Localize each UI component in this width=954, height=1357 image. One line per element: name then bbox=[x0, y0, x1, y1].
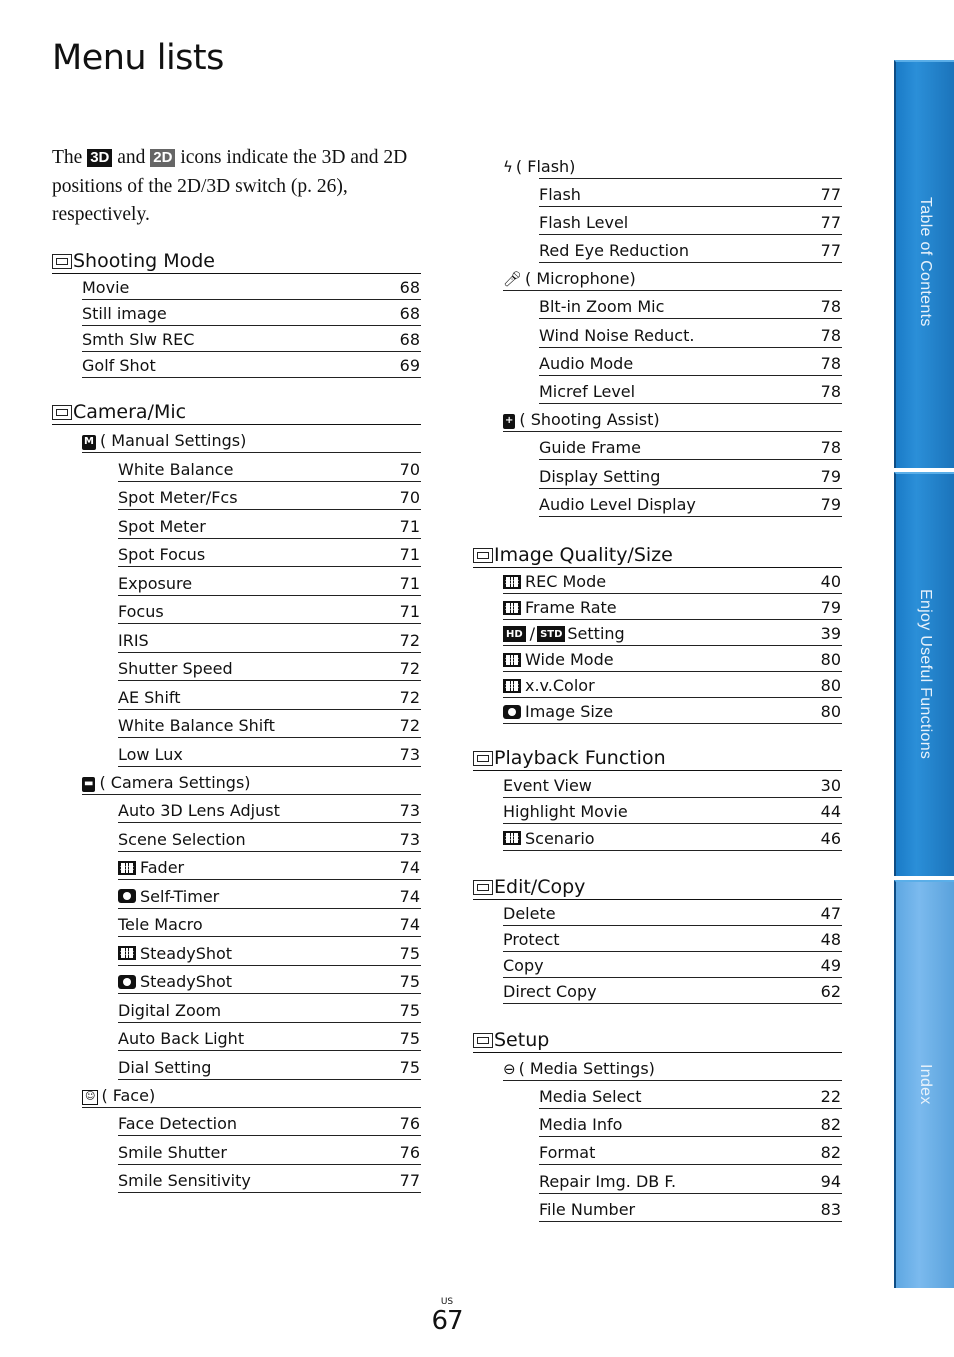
menu-item-page: 73 bbox=[399, 829, 420, 849]
menu-item-page: 68 bbox=[399, 330, 420, 349]
menu-item-label: IRIS bbox=[118, 630, 149, 650]
menu-item[interactable] bbox=[118, 510, 421, 539]
menu-item[interactable] bbox=[118, 1051, 421, 1080]
menu-item[interactable] bbox=[503, 926, 842, 952]
shooting-mode-icon bbox=[52, 254, 72, 269]
menu-item-page: 46 bbox=[820, 828, 841, 848]
menu-item-page: 71 bbox=[399, 573, 420, 593]
menu-item-page: 75 bbox=[399, 1000, 420, 1020]
movie-icon bbox=[118, 861, 136, 875]
menu-item[interactable] bbox=[503, 698, 842, 724]
menu-item-page: 70 bbox=[399, 488, 420, 507]
menu-item-page: 49 bbox=[820, 955, 841, 975]
menu-item-page: 62 bbox=[820, 981, 841, 1001]
menu-item-label: Auto 3D Lens Adjust bbox=[118, 801, 280, 820]
menu-item[interactable] bbox=[118, 624, 421, 653]
hd-icon: HD bbox=[503, 626, 526, 642]
menu-item-label: Protect bbox=[503, 929, 560, 949]
menu-item[interactable] bbox=[539, 291, 842, 319]
menu-item[interactable] bbox=[118, 852, 421, 881]
menu-item[interactable] bbox=[118, 710, 421, 739]
microphone-icon: 🎤︎ bbox=[503, 270, 523, 288]
menu-item[interactable] bbox=[118, 1165, 421, 1194]
subheading-camera-settings[interactable]: ▬ ( Camera Settings) bbox=[82, 767, 421, 795]
menu-item-page: 75 bbox=[399, 972, 420, 991]
menu-item-page: 72 bbox=[399, 716, 420, 735]
left-column bbox=[52, 245, 421, 1193]
menu-item-label: SteadyShot bbox=[118, 972, 232, 991]
menu-item-label: Guide Frame bbox=[539, 438, 641, 458]
menu-item-label: Digital Zoom bbox=[118, 1000, 222, 1020]
menu-item-page: 68 bbox=[399, 278, 420, 297]
menu-item-page: 71 bbox=[399, 602, 420, 621]
menu-item[interactable] bbox=[118, 795, 421, 824]
menu-item-page: 76 bbox=[399, 1114, 420, 1133]
menu-item-page: 69 bbox=[399, 356, 420, 375]
section-heading-playback[interactable]: Playback Function bbox=[473, 742, 842, 771]
menu-item[interactable] bbox=[82, 326, 421, 352]
photo-icon bbox=[118, 975, 136, 989]
menu-item-label: SteadyShot bbox=[118, 944, 232, 963]
menu-item[interactable] bbox=[539, 376, 842, 404]
menu-item-label: Smile Sensitivity bbox=[118, 1171, 251, 1190]
menu-item[interactable] bbox=[82, 274, 421, 300]
menu-item-page: 83 bbox=[820, 1200, 841, 1220]
section-heading-setup[interactable]: Setup bbox=[473, 1024, 842, 1053]
movie-icon bbox=[503, 653, 521, 667]
menu-item-label: Shutter Speed bbox=[118, 659, 233, 678]
menu-item[interactable] bbox=[539, 1194, 842, 1222]
menu-item-page: 77 bbox=[820, 185, 841, 204]
menu-item[interactable] bbox=[503, 646, 842, 672]
menu-item-label: Flash bbox=[539, 185, 581, 204]
menu-item[interactable] bbox=[118, 482, 421, 511]
menu-item-page: 72 bbox=[399, 659, 420, 678]
menu-item[interactable] bbox=[539, 348, 842, 376]
menu-item[interactable] bbox=[539, 1081, 842, 1109]
2d-icon: 2D bbox=[150, 149, 175, 167]
menu-item[interactable] bbox=[503, 900, 842, 926]
menu-item-label: Tele Macro bbox=[118, 915, 203, 934]
menu-item-label: White Balance bbox=[118, 459, 234, 479]
menu-item[interactable] bbox=[539, 179, 842, 207]
3d-icon: 3D bbox=[87, 149, 112, 167]
section-heading-shooting-mode[interactable]: Shooting Mode bbox=[52, 245, 421, 274]
edit-copy-icon bbox=[473, 880, 493, 895]
tab-index[interactable]: Index bbox=[894, 880, 954, 1288]
menu-item[interactable] bbox=[82, 352, 421, 378]
menu-item-label: HD / STD Setting bbox=[503, 624, 625, 643]
menu-item[interactable] bbox=[539, 207, 842, 235]
menu-item-label: Display Setting bbox=[539, 466, 661, 486]
menu-item-label: Self-Timer bbox=[118, 887, 219, 906]
menu-item-page: 77 bbox=[399, 1171, 420, 1190]
movie-icon bbox=[503, 601, 521, 615]
menu-item-page: 75 bbox=[399, 943, 420, 963]
menu-item-label: Copy bbox=[503, 955, 544, 975]
menu-item-page: 71 bbox=[399, 516, 420, 536]
menu-item[interactable] bbox=[118, 567, 421, 596]
menu-item-label: Focus bbox=[118, 602, 164, 621]
menu-item-page: 79 bbox=[820, 495, 841, 515]
menu-item-label: Media Info bbox=[539, 1115, 623, 1135]
menu-item-page: 74 bbox=[399, 915, 420, 934]
menu-item[interactable] bbox=[539, 1137, 842, 1165]
camera-settings-icon: ▬ bbox=[82, 777, 95, 792]
menu-item-label: Spot Focus bbox=[118, 545, 206, 564]
menu-item[interactable] bbox=[503, 798, 842, 825]
image-quality-icon bbox=[473, 548, 493, 563]
menu-item-label: Face Detection bbox=[118, 1114, 237, 1133]
menu-item[interactable] bbox=[118, 738, 421, 767]
std-icon: STD bbox=[537, 626, 565, 642]
menu-item-page: 77 bbox=[820, 213, 841, 232]
menu-item[interactable] bbox=[118, 880, 421, 909]
menu-item-page: 73 bbox=[399, 801, 420, 820]
menu-item-label: AE Shift bbox=[118, 687, 181, 707]
menu-item-page: 75 bbox=[399, 1029, 420, 1048]
menu-item-page: 74 bbox=[399, 886, 420, 906]
menu-item-label: Frame Rate bbox=[503, 598, 617, 617]
flash-icon: ϟ bbox=[503, 158, 513, 176]
menu-item-label: Delete bbox=[503, 903, 556, 923]
movie-icon bbox=[503, 679, 521, 693]
menu-item-page: 40 bbox=[820, 572, 841, 592]
subheading-shooting-assist[interactable]: + ( Shooting Assist) bbox=[503, 404, 842, 432]
menu-item-page: 78 bbox=[820, 297, 841, 317]
menu-item-label: Golf Shot bbox=[82, 356, 156, 375]
menu-item-page: 80 bbox=[820, 702, 841, 722]
section-camera-mic bbox=[52, 396, 421, 1193]
subheading-flash[interactable]: ϟ ( Flash) bbox=[503, 157, 576, 176]
right-column bbox=[473, 150, 842, 1222]
menu-item-page: 82 bbox=[820, 1143, 841, 1163]
menu-item-label: Still image bbox=[82, 304, 167, 323]
intro-text: The 3D and 2D icons indicate the 3D and 2D positions of the 2D/3D switch (p. 26), respectively. bbox=[52, 147, 408, 225]
section-heading-camera-mic[interactable]: Camera/Mic bbox=[52, 396, 421, 425]
menu-item-page: 77 bbox=[820, 241, 841, 260]
menu-item[interactable] bbox=[539, 432, 842, 460]
menu-item-label: Blt-in Zoom Mic bbox=[539, 297, 665, 317]
menu-item-page: 74 bbox=[399, 858, 420, 877]
menu-item[interactable] bbox=[539, 235, 842, 263]
menu-item-label: Scenario bbox=[503, 829, 595, 848]
subheading-face[interactable]: ☺ ( Face) bbox=[82, 1080, 421, 1108]
menu-item-label: Movie bbox=[82, 278, 130, 297]
menu-item-label: Red Eye Reduction bbox=[539, 241, 689, 260]
menu-item-label: Repair Img. DB F. bbox=[539, 1171, 677, 1191]
menu-item[interactable] bbox=[539, 1109, 842, 1137]
tab-table-of-contents[interactable]: Table of Contents bbox=[894, 60, 954, 468]
shooting-assist-icon: + bbox=[503, 414, 515, 429]
menu-item[interactable] bbox=[118, 1108, 421, 1137]
menu-item-label: Smile Shutter bbox=[118, 1142, 227, 1162]
menu-item-label: Format bbox=[539, 1143, 596, 1163]
menu-item[interactable] bbox=[503, 594, 842, 620]
menu-item-page: 39 bbox=[820, 624, 841, 644]
menu-item-page: 75 bbox=[399, 1057, 420, 1077]
menu-item[interactable] bbox=[539, 489, 842, 517]
scenario-icon bbox=[503, 831, 521, 845]
menu-item[interactable] bbox=[118, 823, 421, 852]
menu-item-page: 78 bbox=[820, 325, 841, 345]
menu-item-label: Micref Level bbox=[539, 382, 636, 402]
menu-item-label: Scene Selection bbox=[118, 829, 246, 849]
subheading-media-settings[interactable]: ⊖ ( Media Settings) bbox=[503, 1053, 842, 1081]
menu-item-page: 22 bbox=[820, 1086, 841, 1106]
menu-item-page: 78 bbox=[820, 382, 841, 402]
tab-enjoy-useful-functions[interactable]: Enjoy Useful Functions bbox=[894, 472, 954, 876]
menu-item-page: 44 bbox=[820, 802, 841, 822]
menu-item-page: 71 bbox=[399, 545, 420, 564]
photo-icon bbox=[503, 705, 521, 719]
subheading-microphone[interactable]: 🎤︎ ( Microphone) bbox=[503, 263, 842, 291]
menu-item-page: 79 bbox=[820, 466, 841, 486]
menu-item-label: Fader bbox=[118, 858, 184, 877]
menu-item-page: 80 bbox=[820, 676, 841, 696]
menu-item-page: 70 bbox=[399, 459, 420, 479]
menu-item-page: 73 bbox=[399, 744, 420, 764]
menu-item-label: Spot Meter/Fcs bbox=[118, 488, 238, 507]
menu-item-label: x.v.Color bbox=[503, 676, 595, 695]
menu-item[interactable] bbox=[118, 453, 421, 482]
menu-item[interactable] bbox=[503, 771, 842, 798]
photo-icon bbox=[118, 889, 136, 903]
menu-item-page: 79 bbox=[820, 598, 841, 618]
section-playback bbox=[473, 742, 842, 851]
menu-item-page: 48 bbox=[820, 929, 841, 949]
menu-item[interactable] bbox=[118, 994, 421, 1023]
menu-item-label: Exposure bbox=[118, 573, 193, 593]
movie-icon bbox=[118, 946, 136, 960]
menu-item-label: REC Mode bbox=[503, 572, 606, 591]
menu-item[interactable] bbox=[503, 978, 842, 1004]
menu-item[interactable] bbox=[118, 966, 421, 995]
menu-item-label: White Balance Shift bbox=[118, 716, 275, 735]
menu-item-label: Event View bbox=[503, 775, 592, 795]
menu-item[interactable] bbox=[118, 596, 421, 625]
face-icon: ☺ bbox=[82, 1090, 98, 1105]
menu-item-label: File Number bbox=[539, 1200, 636, 1220]
menu-item-page: 30 bbox=[820, 775, 841, 795]
menu-item[interactable] bbox=[118, 909, 421, 938]
camera-mic-icon bbox=[52, 405, 72, 420]
hd-std-icon: HD / STD bbox=[503, 624, 567, 643]
page-number: 67 bbox=[431, 1306, 463, 1336]
media-settings-icon: ⊖ bbox=[503, 1059, 516, 1078]
menu-item[interactable] bbox=[118, 539, 421, 568]
section-shooting-mode bbox=[52, 245, 421, 378]
menu-item-label: Audio Mode bbox=[539, 353, 634, 373]
section-heading-edit-copy[interactable]: Edit/Copy bbox=[473, 871, 842, 900]
menu-item-page: 94 bbox=[820, 1171, 841, 1191]
menu-item-label: Spot Meter bbox=[118, 516, 206, 536]
page-footer bbox=[420, 1297, 474, 1335]
menu-item[interactable] bbox=[539, 319, 842, 347]
menu-item-label: Smth Slw REC bbox=[82, 330, 195, 349]
menu-item-page: 76 bbox=[399, 1142, 420, 1162]
menu-item[interactable] bbox=[118, 1023, 421, 1052]
menu-item-label: Direct Copy bbox=[503, 981, 597, 1001]
menu-item-label: Wide Mode bbox=[503, 650, 614, 669]
setup-icon bbox=[473, 1033, 493, 1048]
menu-item[interactable] bbox=[503, 568, 842, 594]
menu-item-label: Flash Level bbox=[539, 213, 629, 232]
menu-item-page: 78 bbox=[820, 438, 841, 458]
section-edit-copy bbox=[473, 871, 842, 1004]
menu-item[interactable] bbox=[503, 952, 842, 978]
menu-item-label: Wind Noise Reduct. bbox=[539, 325, 695, 345]
subheading-manual-settings[interactable]: M ( Manual Settings) bbox=[82, 425, 421, 453]
manual-settings-icon: M bbox=[82, 435, 96, 450]
menu-item-label: Low Lux bbox=[118, 744, 183, 764]
menu-item-page: 47 bbox=[820, 903, 841, 923]
menu-item-label: Media Select bbox=[539, 1086, 642, 1106]
menu-item[interactable] bbox=[118, 653, 421, 682]
menu-item-page: 78 bbox=[820, 353, 841, 373]
menu-item[interactable] bbox=[503, 620, 842, 646]
menu-item[interactable] bbox=[503, 824, 842, 851]
menu-item[interactable] bbox=[118, 1136, 421, 1165]
menu-item-page: 72 bbox=[399, 687, 420, 707]
menu-item-page: 72 bbox=[399, 630, 420, 650]
menu-item-page: 82 bbox=[820, 1115, 841, 1135]
menu-item[interactable] bbox=[118, 937, 421, 966]
section-image-quality bbox=[473, 539, 842, 724]
movie-icon bbox=[503, 575, 521, 589]
locale-label: US bbox=[440, 1297, 454, 1307]
menu-item-label: Audio Level Display bbox=[539, 495, 696, 515]
menu-item-label: Highlight Movie bbox=[503, 802, 628, 822]
menu-item[interactable] bbox=[118, 681, 421, 710]
menu-item-label: Image Size bbox=[503, 702, 613, 721]
page-title: Menu lists bbox=[52, 38, 224, 78]
menu-item-label: Dial Setting bbox=[118, 1057, 212, 1077]
menu-item[interactable] bbox=[539, 1165, 842, 1193]
playback-icon bbox=[473, 751, 493, 766]
menu-item[interactable] bbox=[503, 672, 842, 698]
section-heading-image-quality[interactable]: Image Quality/Size bbox=[473, 539, 842, 568]
menu-item-page: 68 bbox=[399, 304, 420, 323]
menu-item-page: 80 bbox=[820, 650, 841, 670]
menu-item-label: Auto Back Light bbox=[118, 1029, 245, 1048]
section-setup bbox=[473, 1024, 842, 1222]
menu-item[interactable] bbox=[82, 300, 421, 326]
menu-item[interactable] bbox=[539, 460, 842, 488]
